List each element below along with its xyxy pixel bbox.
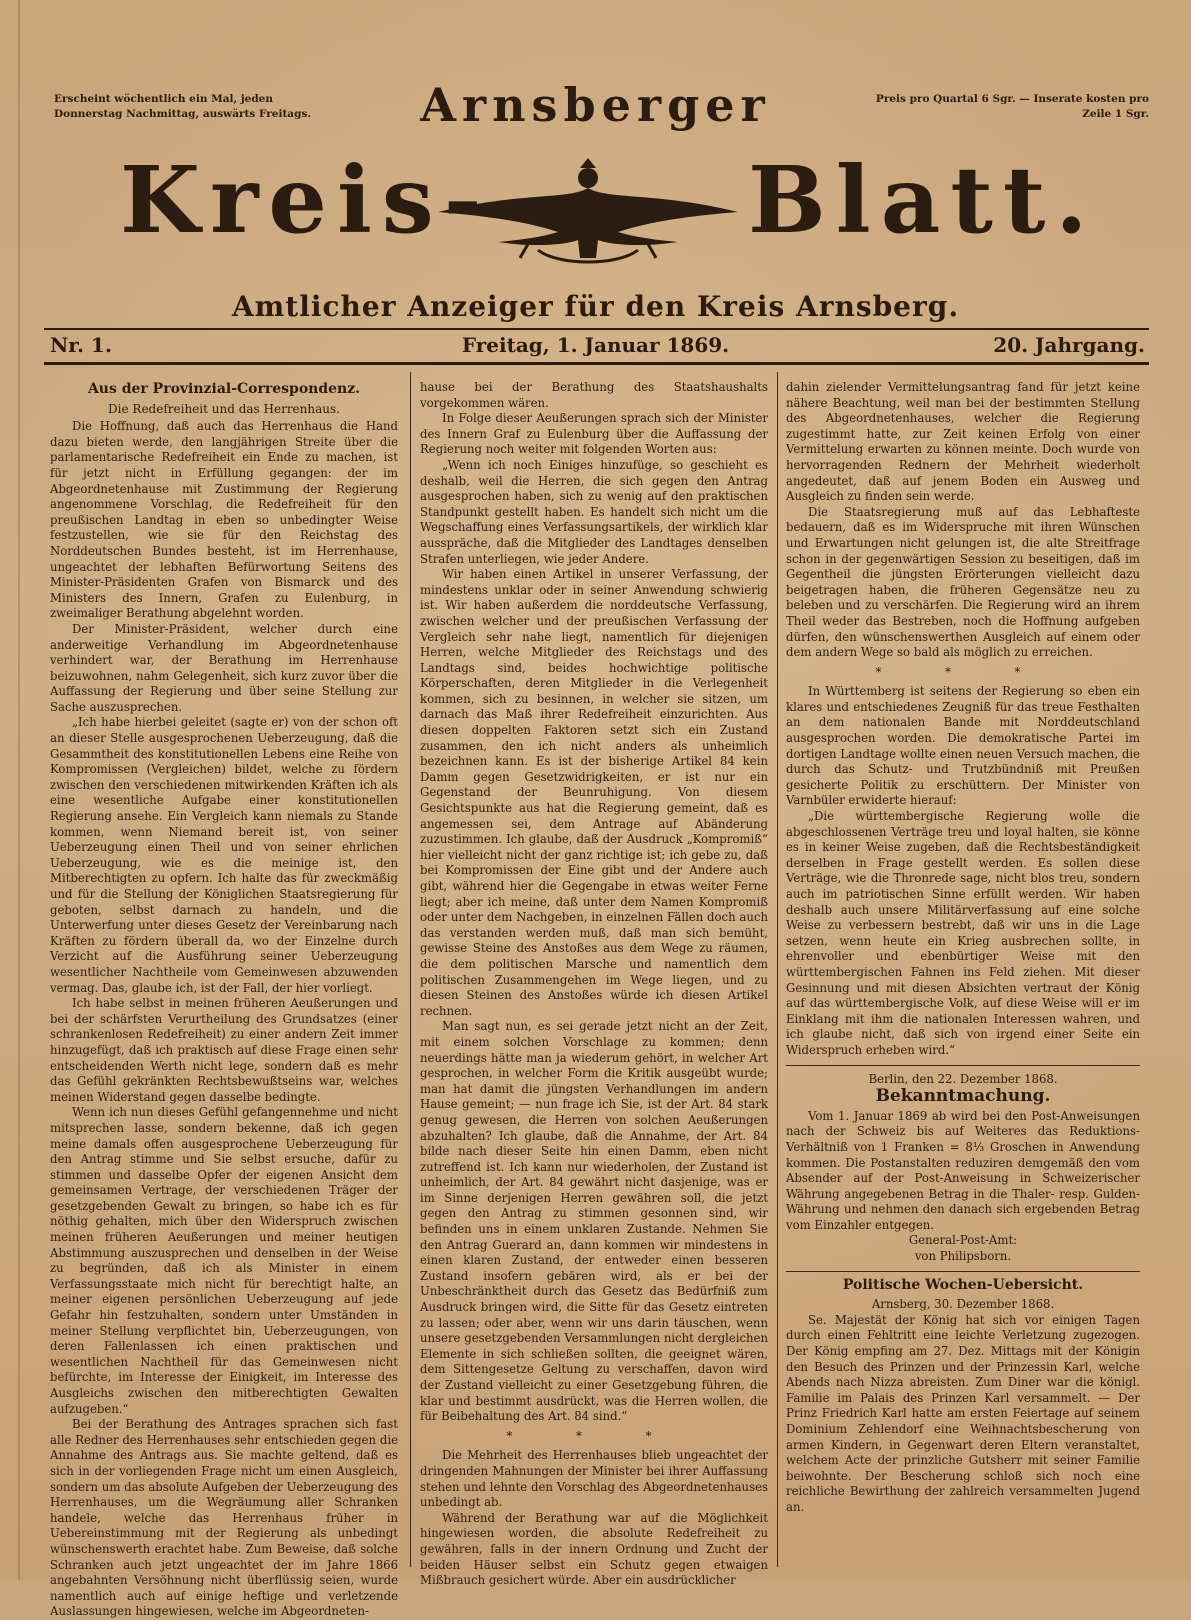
paragraph: „Die württembergische Regierung wolle die abgeschlossenen Verträge treu und loyal halten, sie könne es in keiner Weise zugeben, daß die Rechtsbeständigkeit derselben in Frage gestellt werden. Es sollen diese Verträge, wie die Thronrede sage, nicht blos treu, sondern auch im patriotischen Sinne erfüllt werden. Wir haben deshalb auch unsere Militärverfassung auf eine solche Weise zu verbessern bestrebt, daß wir uns in die Lage setzen, wenn heute ein Krieg ausbrechen sollte, in ehrenvoller und ebenbürtiger Weise mit den württembergischen Fahnen ins Feld ziehen. Mit dieser Gesinnung und mit diesen Absichten vertraut der König auf das württembergische Volk, auf diese Weise will er im Einklang mit ihm die nationalen Interessen wahren, und ich glaube nicht, daß sich von irgend einer Seite ein Widerspruch erheben wird.“: [786, 809, 1140, 1057]
notice-text: Vom 1. Januar 1869 ab wird bei den Post-Anweisungen nach der Schweiz bis auf Weiteres das Reduktions-Verhältniß von 1 Franken = 8⅓ Groschen in Anwendung kommen. Die Postanstalten reduziren demgemäß den vom Absender auf der Post-Anweisung in Schweizerischer Währung angegebenen Betrag in die Thaler- resp. Gulden-Währung und nehmen den danach sich ergebenden Betrag vom Einzahler entgegen.: [786, 1108, 1140, 1232]
paragraph: Die Staatsregierung muß auf das Lebhafteste bedauern, daß es im Widerspruche mit ihren Wünschen und Erwartungen nicht gelungen ist, die alte Streitfrage schon in der gegenwärtigen Session zu beseitigen, daß im Gegentheil die jüngsten Erörterungen vielleicht dazu beigetragen haben, die früheren Gegensätze neu zu beleben und zu verschärfen. Die Regierung wird an ihrem Theil weder das Bestreben, noch die Hoffnung aufgeben dürfen, den wünschenswerthen Ausgleich auf einem oder dem andern Wege so bald als möglich zu erreichen.: [786, 504, 1140, 660]
masthead-subtitle: Arnsberger: [420, 78, 771, 132]
paragraph: Die Mehrheit des Herrenhauses blieb ungeachtet der dringenden Mahnungen der Minister bei ihrer Auffassung stehen und lehnte den Vorschlag des Abgeordnetenhauses unbedingt ab.: [420, 1448, 768, 1510]
publication-note: Erscheint wöchentlich ein Mal, jeden Donnerstag Nachmittag, auswärts Freitags.: [54, 93, 312, 120]
notice-signature-name: von Philipsborn.: [914, 1249, 1012, 1264]
column-divider: [410, 372, 411, 1567]
paragraph: Wir haben einen Artikel in unserer Verfassung, der mindestens unklar oder in seiner Anwendung schwierig ist. Wir haben außerdem die norddeutsche Verfassung, zwischen welcher und der preußischen Verfassung der Vergleich sehr nahe liegt, namentlich für diejenigen Herren, welche Mitglieder des Reichstags und des Landtags sind, beides hochwichtige politische Körperschaften, deren Mitglieder in die Verlegenheit kommen, sich zu besinnen, in welcher sie sitzen, um darnach das Maß ihrer Redefreiheit einzurichten. Aus diesen doppelten Faktoren setzt sich ein Zustand zusammen, den ich nicht anders als unheimlich bezeichnen kann. Es ist der bisherige Artikel 84 kein Damm gegen Gesetzwidrigkeiten, er ist nur ein Gegenstand der Beunruhigung. Von diesem Gesichtspunkte aus hat die Regierung gemeint, daß es angemessen sei, dem Antrage auf Abänderung zuzustimmen. Ich glaube, daß der Ausdruck „Kompromiß“ hier vielleicht nicht der ganz richtige ist; ich gebe zu, daß bei Kompromissen der Eine gibt und der Andere auch gibt, während hier die Gegengabe in etwas weiter Ferne liegt; aber ich meine, daß unter dem Namen Kompromiß oder unter dem Nachgeben, in einzelnen Fällen doch auch das verstanden werden muß, daß man sich bemüht, gewisse Steine des Anstoßes aus dem Wege zu räumen, die dem politischen Marsche und namentlich dem politischen Zusammengehen im Wege liegen, und zu diesen Steinen des Anstoßes würde ich diesen Artikel rechnen.: [420, 567, 768, 1018]
issue-volume: 20. Jahrgang.: [993, 333, 1145, 357]
notice-signature: General-Post-Amt:: [908, 1233, 1018, 1248]
eagle-emblem-icon: [418, 140, 758, 280]
page-fold: [18, 0, 20, 1580]
issue-number: Nr. 1.: [50, 333, 112, 357]
paragraph: Bei der Berathung des Antrages sprachen sich fast alle Redner des Herrenhauses sehr entschieden gegen die Annahme des Antrags aus. Sie machte geltend, daß es sich in der vorliegenden Frage nicht um einen Ausgleich, sondern um das absolute Aufgeben der Ueberzeugung des Herrenhauses, um die Wegräumung aller Schranken handele, welche das Herrenhaus früher in Uebereinstimmung mit der Regierung als unbedingt wünschenswerth erachtet habe. Zum Beweise, daß solche Schranken auch jetzt ungeachtet der im Jahre 1866 angebahnten Versöhnung nicht überflüssig seien, wurde namentlich auch auf einige heftige und verletzende Auslassungen hingewiesen, welche im Abgeordneten-: [50, 1417, 398, 1619]
masthead-title-right: Blatt.: [748, 146, 1098, 254]
article-subheading: Die Redefreiheit und das Herrenhaus.: [108, 401, 340, 416]
paragraph: Die Hoffnung, daß auch das Herrenhaus die Hand dazu bieten werde, den langjährigen Streite über die parlamentarische Redefreiheit ein Ende zu machen, ist für jetzt nicht in Erfüllung gegangen: der im Abgeordnetenhause mit Zustimmung der Regierung angenommene Vorschlag, die Redefreiheit für den preußischen Landtag in eben so unbedingter Weise festzustellen, wie sie für den Reichstag des Norddeutschen Bundes besteht, ist im Herrenhause, ungeachtet der lebhaften Befürwortung Seitens des Minister-Präsidenten Grafen von Bismarck und des Ministers des Innern, Grafen zu Eulenburg, in zweimaliger Berathung abgelehnt worden.: [50, 419, 398, 621]
paragraph: „Wenn ich noch Einiges hinzufüge, so geschieht es deshalb, weil die Herren, die sich gegen den Antrag ausgesprochen haben, sich zu wenig auf den praktischen Standpunkt gestellt haben. Es handelt sich nicht um die Wegschaffung eines Verfassungsartikels, der wirklich klar ausspräche, daß die Mitglieder des Landtages denselben Strafen unterliegen, wie jeder Andere.: [420, 457, 768, 566]
column-divider: [777, 372, 778, 1567]
paragraph: Ich habe selbst in meinen früheren Aeußerungen und bei der schärfsten Verurtheilung des Grundsatzes (einer schrankenlosen Redefreiheit) zu einer andern Zeit immer hinzugefügt, daß ich praktisch auf diese Frage einen sehr entscheidenden Werth nicht lege, sondern daß es mehr das Gefühl gekränkten Rechtsbewußtseins war, welches meinen Widerstand gegen dasselbe bedingte.: [50, 996, 398, 1104]
article-heading: Aus der Provinzial-Correspondenz.: [87, 381, 361, 397]
issue-date: Freitag, 1. Januar 1869.: [461, 333, 730, 357]
notice-place: Berlin, den 22. Dezember 1868.: [868, 1071, 1058, 1086]
section-divider: [786, 1271, 1140, 1272]
paragraph: dahin zielender Vermittelungsantrag fand für jetzt keine nähere Beachtung, weil man bei der bestimmten Stellung des Abgeordnetenhauses, welcher die Regierung zugestimmt hatte, zur Zeit keinen Erfolg von einer Vermittelung erwarten zu können meinte. Doch wurde von hervorragenden Rednern der Mehrheit wiederholt angedeutet, daß auf jenem Boden ein Ausweg und Ausgleich zu finden sein werde.: [786, 380, 1140, 504]
paragraph: Während der Berathung war auf die Möglichkeit hingewiesen worden, die absolute Redefreiheit zu gewähren, falls in der innern Ordnung und Zucht der beiden Häuser selbst ein Schutz gegen etwaigen Mißbrauch gesichert würde. Aber ein ausdrücklicher: [420, 1510, 768, 1588]
review-place: Arnsberg, 30. Dezember 1868.: [871, 1297, 1055, 1312]
masthead-title-left: Kreis-: [120, 146, 492, 254]
column-2: [420, 380, 768, 1588]
section-divider: [786, 1065, 1140, 1066]
paragraph: Man sagt nun, es sei gerade jetzt nicht an der Zeit, mit einem solchen Vorschlage zu kommen; denn neuerdings hätte man ja wiederum gehört, in welcher Art gesprochen, in welcher Form die Kritik ausgeübt wurde; man hat damit die jüngsten Verhandlungen im andern Hause gemeint; — nun frage ich Sie, ist der Art. 84 stark genug gewesen, die Herren von solchen Aeußerungen abzuhalten? Ich glaube, daß die Annahme, der Art. 84 bilde nach dieser Seite hin einen Damm, eben nicht zutreffend ist. Ich kann nur wiederholen, der Zustand ist unheimlich, der Art. 84 gewährt nicht dasjenige, was er im Sinne derjenigen Herren gewähren soll, die jetzt gegen den Antrag zu stimmen gesonnen sind, wir befinden uns in einem unklaren Zustande. Nehmen Sie den Antrag Guerard an, dann kommen wir mindestens in einen klaren Zustand, der entweder einen besseren Zustand insofern gebären wird, als er bei der Unbeschränktheit durch das Gesetz das Bedürfniß zum Ausdruck bringen wird, die Sitte für das Gesetz eintreten zu lassen; oder aber, wenn wir uns darin täuschen, wenn unsere gesetzgebenden Versammlungen nicht dergleichen Elemente in sich schließen sollten, die geeignet wären, dem Sittengesetze Geltung zu verschaffen, davon wird der Zustand vielleicht zu einer Gesetzgebung führen, die klar und bestimmt ausdrückt, was die Herren wollen, die für Beibehaltung des Art. 84 sind.“: [420, 1019, 768, 1424]
paragraph: hause bei der Berathung des Staatshaushalts vorgekommen wären.: [420, 380, 768, 410]
paragraph: Wenn ich nun dieses Gefühl gefangennehme und nicht mitsprechen lasse, sondern bekenne, daß ich gegen meine damals offen ausgesprochene Ueberzeugung für den Antrag stimme und Sie selbst ersuche, dafür zu stimmen und dasselbe Opfer der eigenen Ansicht dem gemeinsamen Vertrage, der verschiedenen Träger der gesetzgebenden Gewalt zu bringen, so habe ich es für nöthig gehalten, mich über den Widerspruch zwischen meinen früheren Aeußerungen und meiner heutigen Abstimmung auszusprechen und denselben in der Weise zu begründen, daß ich als Minister in einem Verfassungsstaate mich nicht für berechtigt halte, an meiner eigenen persönlichen Ueberzeugung auf jede Gefahr hin festzuhalten, sondern unter Umständen in meiner Stellung verpflichtet bin, Ueberzeugungen, von deren Fallenlassen ich einen praktischen und wesentlichen Nachtheil für das Gemeinwesen nicht befürchte, im Interesse der Einigkeit, im Interesse des Ausgleichs zwischen den mitberechtigten Gewalten aufzugeben.“: [50, 1105, 398, 1416]
notice-title: Bekanntmachung.: [875, 1086, 1051, 1107]
review-text: Se. Majestät der König hat sich vor einigen Tagen durch einen Fehltritt eine leichte Verletzung zugezogen. Der König empfing am 27. Dez. Mittags mit der Königin den Besuch des Prinzen und der Prinzessin Karl, welche Abends nach Nizza abreisten. Zum Diner war die königl. Familie im Palais des Prinzen Karl versammelt. — Der Prinz Friedrich Karl hatte am ersten Feiertage auf seinem Dominium Zehlendorf eine Weihnachtsbescherung von armen Kindern, in Gegenwart deren Eltern veranstaltet, welchem Acte der prinzliche Gutsherr mit seiner Familie beiwohnte. Der Bescherung schloß sich noch eine reichliche Bewirthung der zahlreich versammelten Jugend an.: [786, 1312, 1140, 1514]
column-3: [786, 380, 1140, 1570]
paragraph: „Ich habe hierbei geleitet (sagte er) von der schon oft an dieser Stelle ausgesprochenen Ueberzeugung, daß die Gesammtheit des konstitutionellen Lebens eine Reihe von Kompromissen (Vergleichen) bildet, welche zu fördern zwischen den verschiedenen mitwirkenden Kräften ich als eine wesentliche Aufgabe einer konstitutionellen Regierung ansehe. Ein Vergleich kann niemals zu Stande kommen, wenn Niemand bereit ist, von seiner Ueberzeugung einen Theil und von seiner ehrlichen Ueberzeugung, wie es die meinige ist, den Mitberechtigten zu opfern. Ich halte das für zweckmäßig und für die Stellung der Königlichen Staatsregierung für geboten, selbst darnach zu handeln, und die Unterwerfung unter dieses Gesetz der Vereinbarung nach Kräften zu fördern überall da, wo der Einzelne durch Verzicht auf die Ausführung seiner Ueberzeugung wesentlicher Nachtheile vom Gemeinwesen abzuwenden vermag. Das, glaube ich, ist der Fall, der hier vorliegt.: [50, 715, 398, 995]
masthead-tagline: Amtlicher Anzeiger für den Kreis Arnsberg.: [231, 290, 960, 323]
price-note: Preis pro Quartal 6 Sgr. — Inserate kosten pro Zeile 1 Sgr.: [875, 93, 1149, 120]
header-rule-bottom: [44, 362, 1149, 365]
review-title: Politische Wochen-Uebersicht.: [842, 1276, 1084, 1293]
paragraph: Der Minister-Präsident, welcher durch eine anderweitige Verhandlung im Abgeordnetenhause verhindert war, der Berathung im Herrenhause beizuwohnen, nahm Gelegenheit, sich kurz zuvor über die Auffassung der Regierung und über seine Stellung zur Sache auszusprechen.: [50, 621, 398, 714]
paragraph: In Württemberg ist seitens der Regierung so eben ein klares und entschiedenes Zeugniß für das treue Festhalten an dem nationalen Bande mit Norddeutschland ausgesprochen worden. Die demokratische Partei im dortigen Landtage wollte einen neuen Versuch machen, die durch das Schutz- und Trutzbündniß mit Preußen gesicherte Politik zu erschüttern. Der Minister von Varnbüler erwiderte hierauf:: [786, 684, 1140, 808]
section-stars: * * *: [506, 1428, 682, 1443]
section-stars: * * *: [875, 664, 1051, 679]
column-1: [50, 380, 398, 1619]
paragraph: In Folge dieser Aeußerungen sprach sich der Minister des Innern Graf zu Eulenburg über die Auffassung der Regierung noch weiter mit folgenden Worten aus:: [420, 411, 768, 457]
header-rule-top: [44, 328, 1149, 330]
